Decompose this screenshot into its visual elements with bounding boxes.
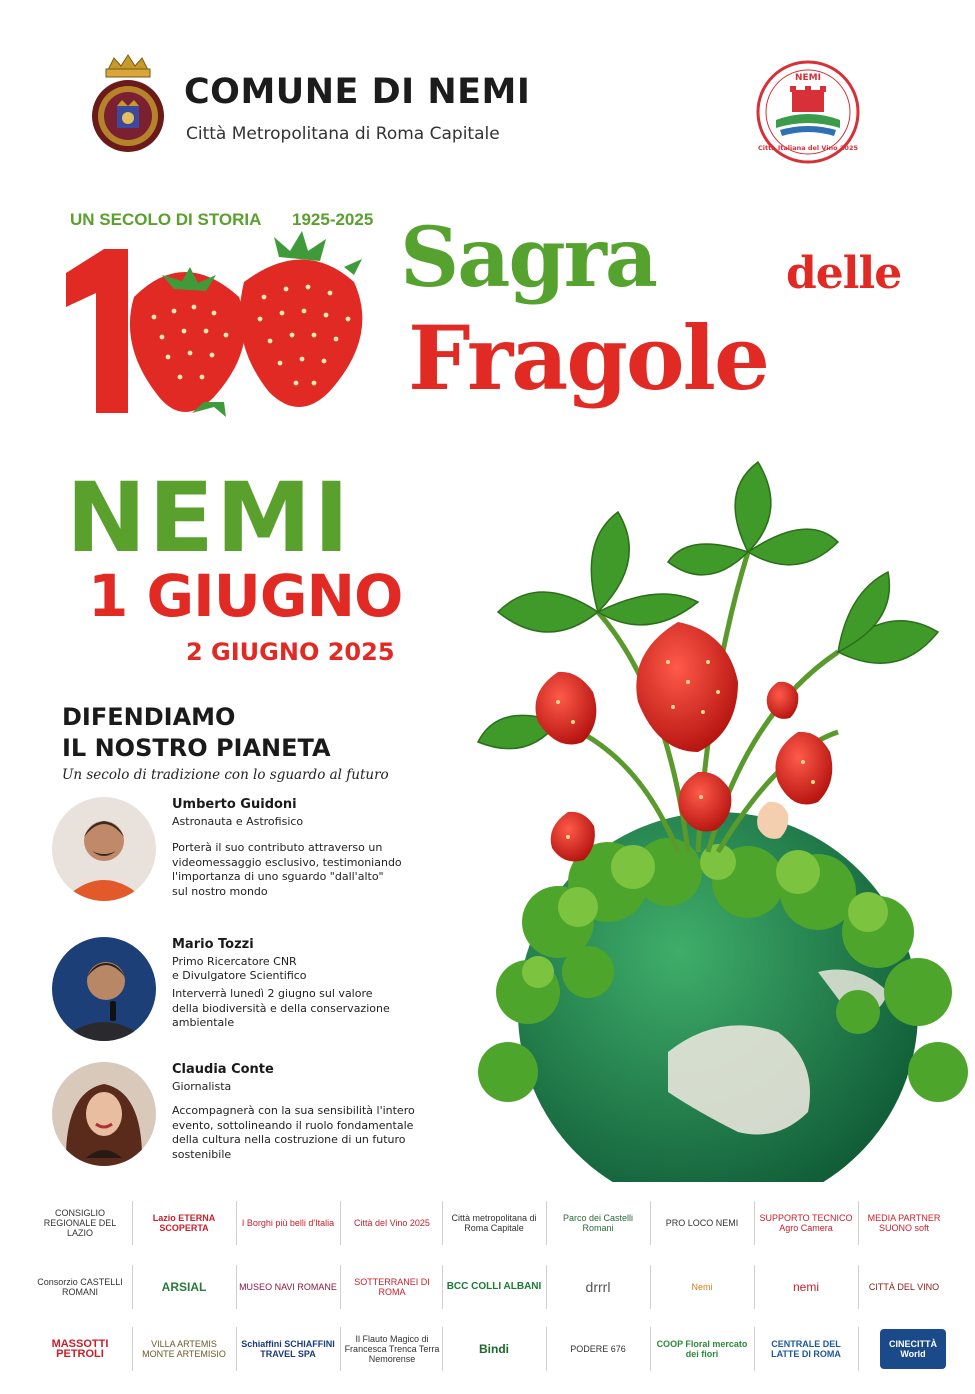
sponsor-logo: SOTTERRANEI DI ROMA xyxy=(354,1277,430,1297)
divider xyxy=(340,1201,341,1245)
divider xyxy=(754,1327,755,1371)
divider xyxy=(546,1327,547,1371)
divider xyxy=(442,1327,443,1371)
sponsor-logo: PRO LOCO NEMI xyxy=(665,1218,739,1228)
speaker-card xyxy=(52,797,432,907)
theme-line-1: DIFENDIAMO xyxy=(62,703,236,731)
speaker-description: Interverrà lunedì 2 giugno sul valore della biodiversità e della conservazione ambientale xyxy=(172,987,390,1029)
divider xyxy=(442,1201,443,1245)
theme-block xyxy=(62,702,442,783)
speaker-name: Umberto Guidoni xyxy=(172,797,297,812)
sponsor-logo: MEDIA PARTNER SUONO soft xyxy=(867,1213,941,1233)
sponsor-logo: BCC COLLI ALBANI xyxy=(446,1281,542,1292)
speaker-role: Primo Ricercatore CNR e Divulgatore Scientifico xyxy=(172,955,307,982)
event-date-second: 2 GIUGNO 2025 xyxy=(186,638,395,666)
sponsor-logo: COOP Floral mercato dei fiori xyxy=(656,1339,748,1359)
sponsor-logo: nemi xyxy=(792,1280,819,1294)
speaker-name: Claudia Conte xyxy=(172,1062,274,1077)
divider xyxy=(340,1327,341,1371)
sponsor-logo: Lazio ETERNA SCOPERTA xyxy=(152,1213,216,1233)
event-title-fragole: Fragole xyxy=(408,306,768,410)
theme-line-2: IL NOSTRO PIANETA xyxy=(62,734,331,762)
divider xyxy=(754,1201,755,1245)
sponsor-logo: Schiaffini SCHIAFFINI TRAVEL SPA xyxy=(241,1339,335,1359)
sponsor-logo: MUSEO NAVI ROMANE xyxy=(239,1282,337,1292)
divider xyxy=(858,1327,859,1371)
event-place: NEMI xyxy=(66,462,352,574)
speaker-name: Mario Tozzi xyxy=(172,937,254,952)
citta-del-vino-badge-icon xyxy=(754,58,862,166)
strawberry-plant-globe-illustration xyxy=(418,452,975,1182)
speaker-photo-avatar xyxy=(52,937,156,1041)
sponsor-logo: Città del Vino 2025 xyxy=(354,1218,430,1228)
divider xyxy=(754,1265,755,1309)
municipality-title: COMUNE DI NEMI xyxy=(184,72,531,112)
speaker-photo-avatar xyxy=(52,1062,156,1166)
sponsor-logo: drrrl xyxy=(585,1279,611,1295)
sponsor-logo: CENTRALE DEL LATTE DI ROMA xyxy=(771,1339,841,1359)
divider xyxy=(236,1265,237,1309)
divider xyxy=(442,1265,443,1309)
divider xyxy=(650,1327,651,1371)
municipality-subtitle: Città Metropolitana di Roma Capitale xyxy=(186,124,500,144)
speaker-description: Accompagnerà con la sua sensibilità l'intero evento, sottolineando il ruolo fondamentale della cultura nella costruzione di un futuro sostenibile xyxy=(172,1104,415,1161)
divider xyxy=(340,1265,341,1309)
event-title-delle: delle xyxy=(786,248,902,299)
sponsor-logo: PODERE 676 xyxy=(570,1344,626,1354)
century-years: 1925-2025 xyxy=(292,210,374,229)
speaker-card xyxy=(52,937,432,1047)
speaker-description: Porterà il suo contributo attraverso un videomessaggio esclusivo, testimoniando l'importanza di uno sguardo "dall'alto" sul nostro mondo xyxy=(172,841,402,898)
event-title xyxy=(398,210,918,440)
divider xyxy=(858,1265,859,1309)
divider xyxy=(650,1265,651,1309)
divider xyxy=(546,1201,547,1245)
sponsor-logo: Città metropolitana di Roma Capitale xyxy=(451,1213,537,1233)
speaker-role: Giornalista xyxy=(172,1080,232,1093)
sponsor-logo: MASSOTTI PETROLI xyxy=(51,1338,109,1360)
divider xyxy=(132,1327,133,1371)
divider xyxy=(546,1265,547,1309)
sponsor-logo: ARSIAL xyxy=(161,1280,207,1294)
sponsor-logo: Bindi xyxy=(479,1342,509,1356)
event-title-sagra: Sagra xyxy=(400,210,657,306)
century-logo xyxy=(64,205,394,415)
sponsor-logo: VILLA ARTEMIS MONTE ARTEMISIO xyxy=(142,1339,226,1359)
sponsor-logo: CITTÀ DEL VINO xyxy=(868,1282,940,1292)
sponsor-logo: Il Flauto Magico di Francesca Trenca Terra Nemorense xyxy=(344,1334,440,1364)
divider xyxy=(858,1201,859,1245)
sponsor-logo: Consorzio CASTELLI ROMANI xyxy=(37,1277,123,1297)
event-date-main: 1 GIUGNO xyxy=(88,562,403,630)
sponsor-logo: I Borghi più belli d'Italia xyxy=(241,1218,335,1228)
sponsor-logo: CONSIGLIO REGIONALE DEL LAZIO xyxy=(43,1208,117,1238)
theme-subtitle: Un secolo di tradizione con lo sguardo al futuro xyxy=(62,767,389,783)
divider xyxy=(236,1201,237,1245)
century-tagline: UN SECOLO DI STORIA xyxy=(70,210,262,229)
speaker-photo-avatar xyxy=(52,797,156,901)
badge-ring-text: Città Italiana del Vino 2025 xyxy=(757,144,859,152)
divider xyxy=(650,1201,651,1245)
sponsor-logo: Parco dei Castelli Romani xyxy=(562,1213,634,1233)
speaker-card xyxy=(52,1062,432,1182)
sponsor-logo: Nemi xyxy=(691,1282,713,1292)
sponsor-logos xyxy=(30,1195,950,1385)
municipal-crest-icon xyxy=(88,52,168,157)
speaker-role: Astronauta e Astrofisico xyxy=(172,815,304,828)
divider xyxy=(132,1201,133,1245)
badge-top-text: NEMI xyxy=(795,73,821,83)
sponsor-logo: SUPPORTO TECNICO Agro Camera xyxy=(759,1213,853,1233)
century-100-graphic xyxy=(64,227,394,417)
divider xyxy=(132,1265,133,1309)
divider xyxy=(236,1327,237,1371)
sponsor-logo: CINECITTÀ World xyxy=(880,1329,946,1369)
